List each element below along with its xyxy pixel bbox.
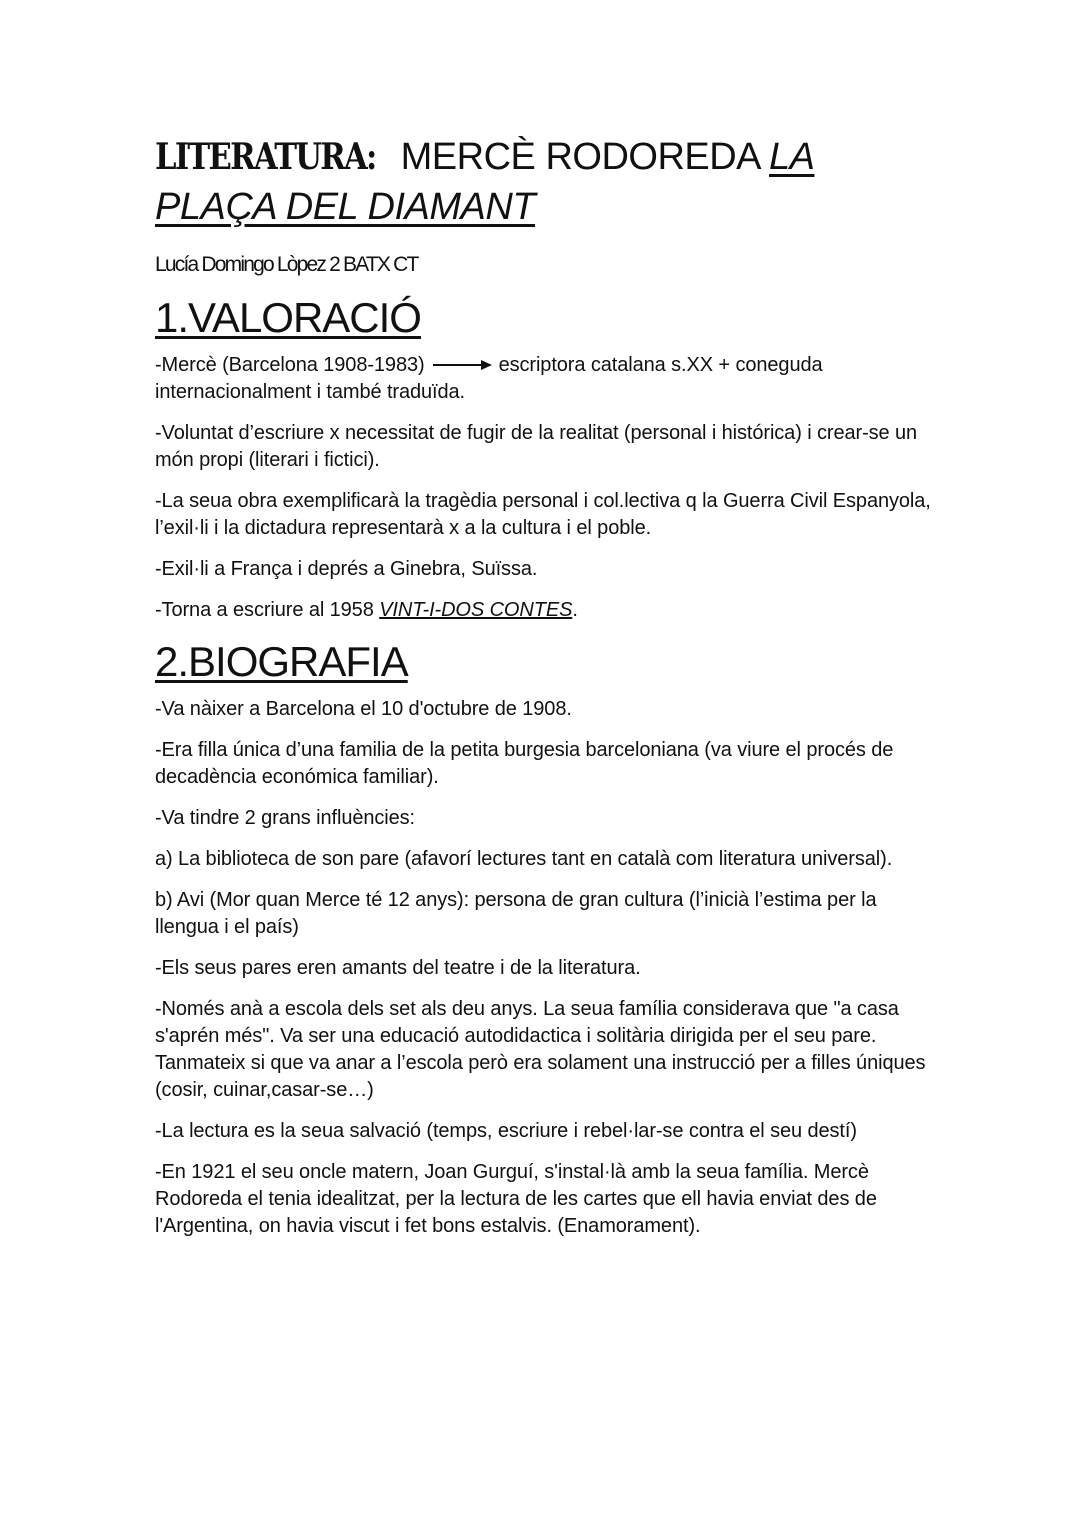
byline: Lucía Domingo Lòpez 2 BATX CT: [155, 253, 418, 276]
document-title: [155, 132, 935, 232]
title-author: MERCÈ RODOREDA: [400, 136, 759, 178]
right-arrow-icon: [431, 352, 493, 379]
paragraph-text: -Torna a escriure al 1958: [155, 599, 380, 622]
paragraph: [155, 597, 935, 624]
paragraph-text: escriptora catalana s.XX + coneguda internacionalment i també traduïda.: [155, 354, 823, 404]
paragraph: -La lectura es la seua salvació (temps, escriure i rebel·lar-se contra el seu destí): [155, 1120, 857, 1143]
book-title: VINT-I-DOS CONTES: [379, 599, 573, 622]
section-heading-valoracio: 1.VALORACIÓ: [155, 294, 421, 341]
paragraph: -Era filla única d’una familia de la petita burgesia barceloniana (va viure el procés de decadència económica familiar).: [155, 739, 894, 789]
paragraph: a) La biblioteca de son pare (afavorí lectures tant en català com literatura universal).: [155, 848, 893, 871]
paragraph: -La seua obra exemplificarà la tragèdia personal i col.lectiva q la Guerra Civil Espanyola, l’exil·li i la dictadura representarà x a la cultura i el poble.: [155, 490, 931, 540]
paragraph: -Els seus pares eren amants del teatre i de la literatura.: [155, 957, 641, 980]
paragraph: -Va tindre 2 grans influències:: [155, 807, 416, 830]
paragraph-text: -Mercè (Barcelona 1908-1983): [155, 354, 425, 376]
paragraph: [155, 352, 935, 406]
paragraph: -En 1921 el seu oncle matern, Joan Gurguí, s'instal·là amb la seua família. Mercè Rodoreda el tenia idealitzat, per la lectura de les cartes que ell havia enviat des de l'Argentina, on havia viscut i fet bons estalvis. (Enamorament).: [155, 1161, 877, 1238]
title-work: LA PLAÇA DEL DIAMANT: [155, 136, 815, 228]
document-page: [155, 132, 935, 1254]
paragraph: -Exil·li a França i deprés a Ginebra, Suïssa.: [155, 558, 538, 581]
paragraph: -Voluntat d’escriure x necessitat de fugir de la realitat (personal i histórica) i crear-se un món propi (literari i fictici).: [155, 422, 918, 472]
section-heading-biografia: 2.BIOGRAFIA: [155, 638, 408, 686]
paragraph: -Va nàixer a Barcelona el 10 d'octubre de 1908.: [155, 698, 572, 721]
paragraph-text: .: [572, 599, 578, 622]
paragraph: -Només anà a escola dels set als deu anys. La seua família considerava que "a casa s'aprén més". Va ser una educació autodidactica i solitària dirigida per el seu pare. Tanmateix si que va anar a l’escola però era solament una instrucció per a filles úniques (cosir, cuinar,casar-se…): [155, 998, 926, 1102]
paragraph: b) Avi (Mor quan Merce té 12 anys): persona de gran cultura (l’inicià l’estima per la llengua i el país): [155, 889, 877, 939]
title-prefix: LITERATURA:: [155, 136, 376, 178]
